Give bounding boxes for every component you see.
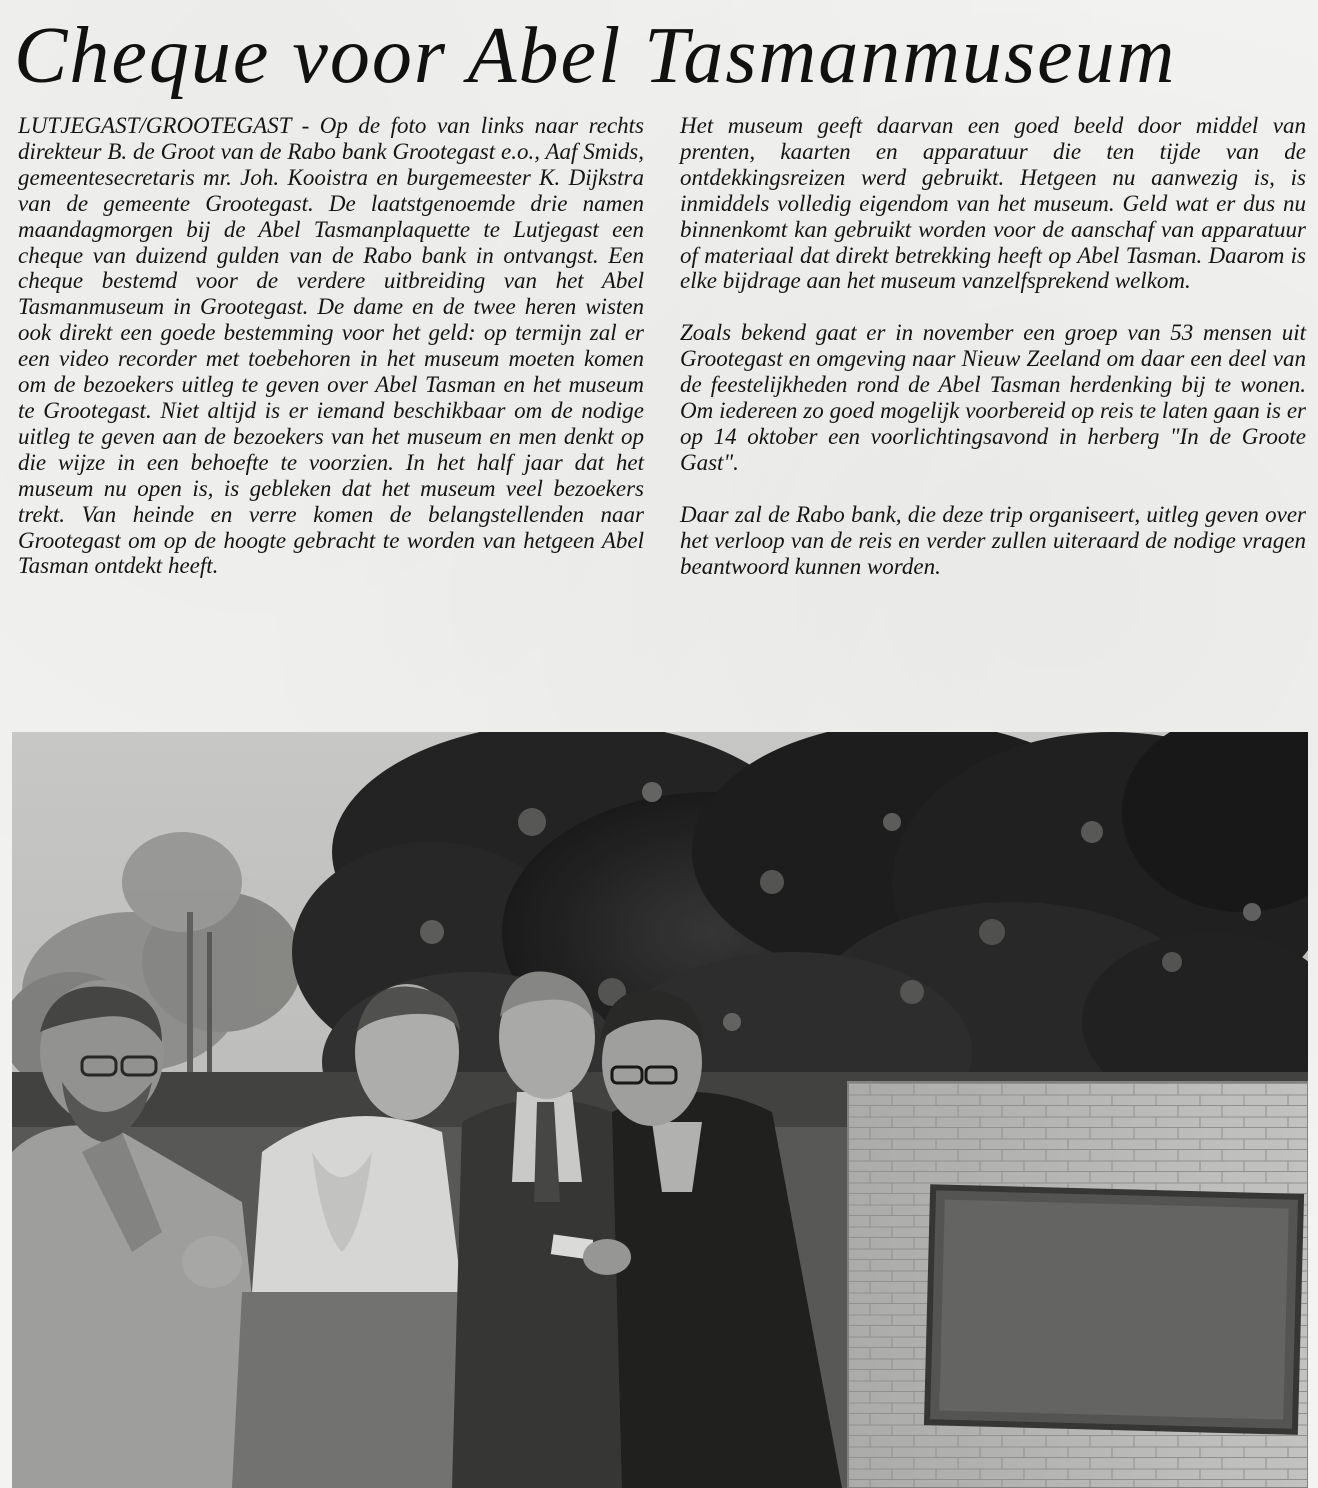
left-paragraph-1: LUTJEGAST/GROOTEGAST - Op de foto van links naar rechts direkteur B. de Groot van de Rabo bank Grootegast e.o., Aaf Smids, gemeentesecretaris mr. Joh. Kooistra en burgemeester K. Dijkstra van de gemeente Grootegast. De laatstgenoemde drie namen maandagmorgen bij de Abel Tasmanplaquette te Lutjegast een cheque van duizend gulden van de Rabo bank in ontvangst. Een cheque bestemd voor de verdere uitbreiding van het Abel Tasmanmuseum in Grootegast. De dame en de twee heren wisten ook direkt een goede bestemming voor het geld: op termijn zal er een video recorder met toebehoren in het museum moeten komen om de bezoekers uitleg te geven over Abel Tasman en het museum te Grootegast. Niet altijd is er iemand beschikbaar om de nodige uitleg te geven aan de bezoekers van het museum en men denkt op die wijze in een behoefte te voorzien. In het half jaar dat het museum nu open is, is gebleken dat het museum veel bezoekers trekt. Van heinde en verre komen de belangstellenden naar Grootegast om op de hoogte gebracht te worden van hetgeen Abel Tasman ontdekt heeft. [18,113,644,579]
right-paragraph-3: Daar zal de Rabo bank, die deze trip organiseert, uitleg geven over het verloop van de reis en verder zullen uiteraard de nodige vragen beantwoord kunnen worden. [680,501,1306,579]
right-paragraph-1: Het museum geeft daarvan een goed beeld door middel van prenten, kaarten en apparatuur die ten tijde van de ontdekkingsreizen werd gebruikt. Hetgeen nu aanwezig is, is inmiddels volledig eigendom van het museum. Geld wat er dus nu binnenkomt kan gebruikt worden voor de aanschaf van apparatuur of materiaal dat direkt betrekking heeft op Abel Tasman. Daarom is elke bijdrage aan het museum vanzelfsprekend welkom. [680,113,1306,294]
article-left-column [18,113,644,579]
article-photo [12,732,1308,1488]
article-headline: Cheque voor Abel Tasmanmuseum [14,12,1177,100]
article-right-column [680,113,1306,580]
right-paragraph-2: Zoals bekend gaat er in november een groep van 53 mensen uit Grootegast en omgeving naar Nieuw Zeeland om daar een deel van de feestelijkheden rond de Abel Tasman herdenking bij te wonen. Om iedereen zo goed mogelijk voorbereid op reis te laten gaan is er op 14 oktober een voorlichtingsavond in herberg "In de Groote Gast". [680,320,1306,475]
